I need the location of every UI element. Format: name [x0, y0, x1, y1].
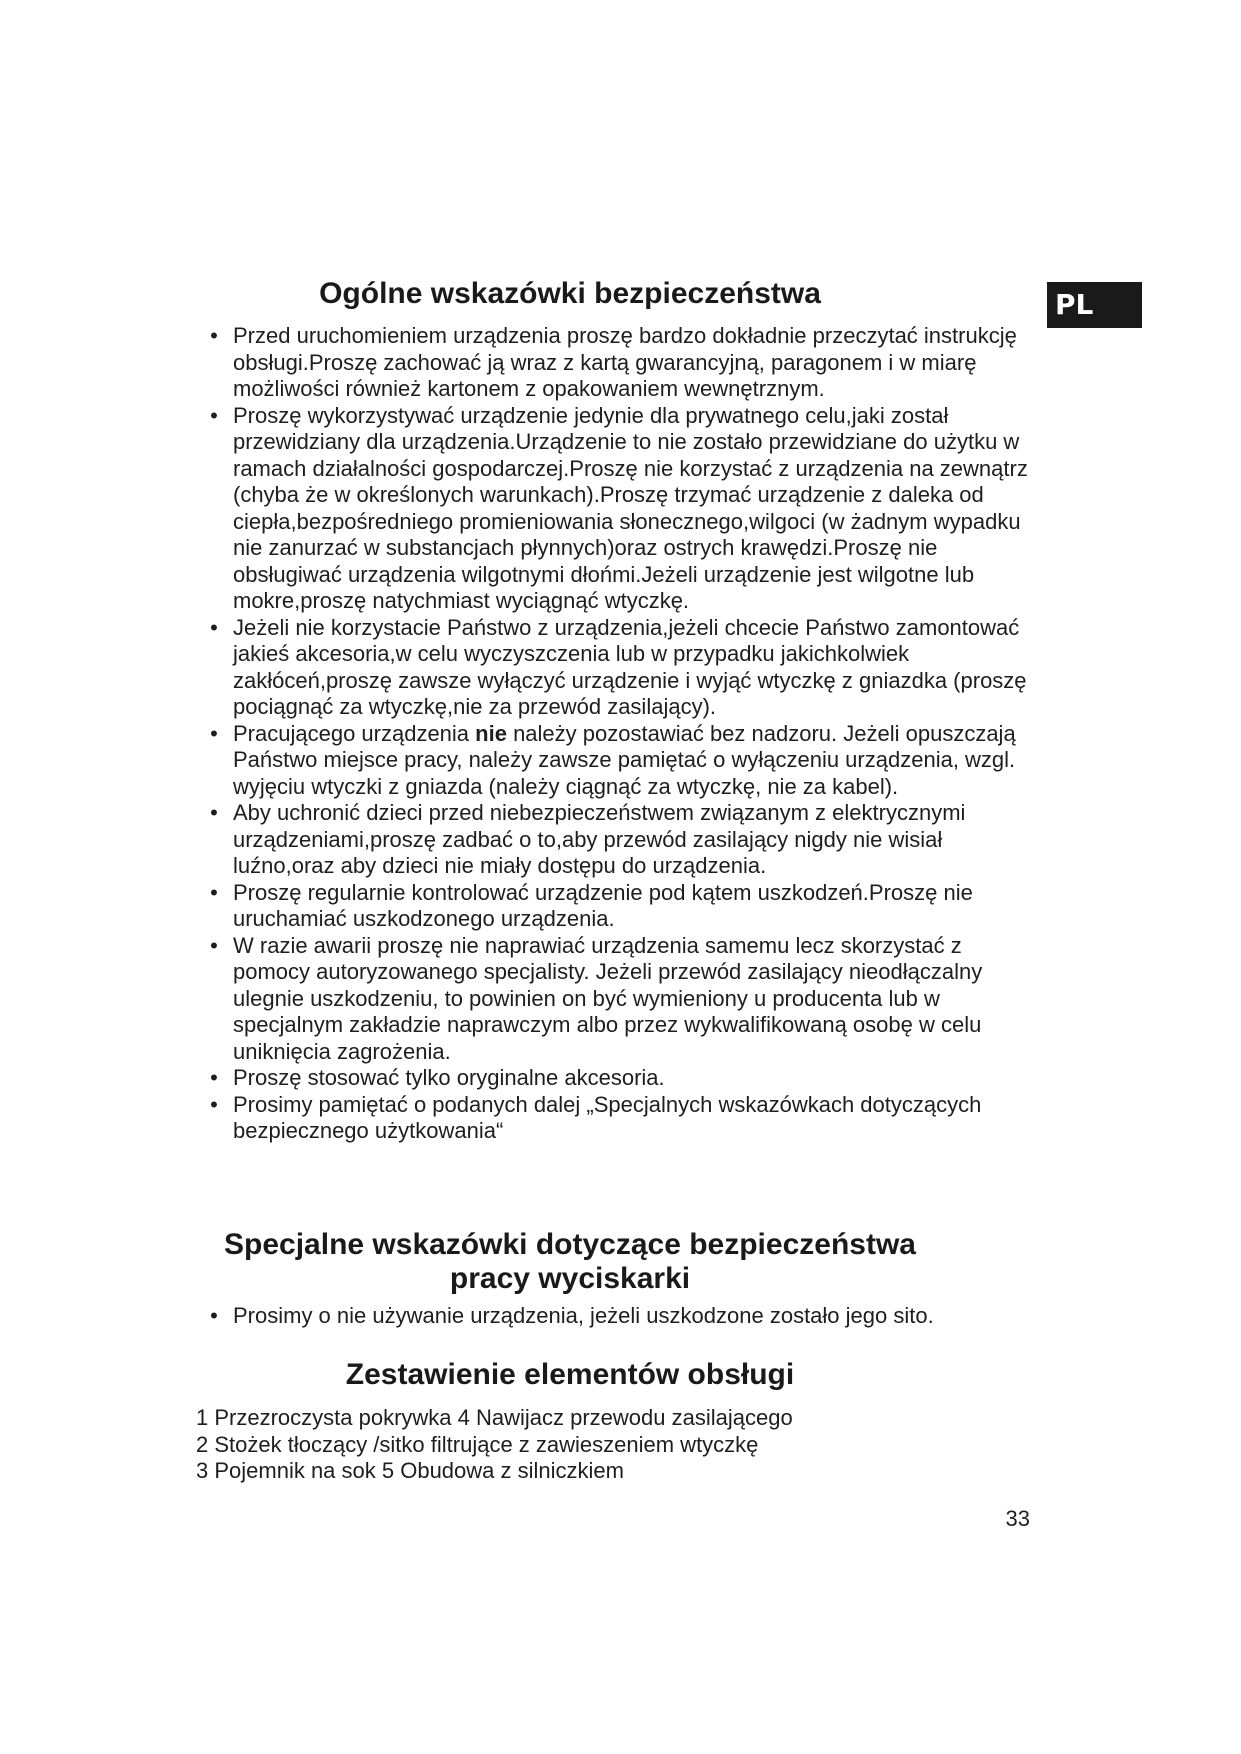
controls-parts-list	[196, 1405, 793, 1485]
list-item	[190, 721, 1040, 801]
page-number: 33	[1005, 1506, 1030, 1531]
list-item-text: Pracującego urządzenia	[233, 720, 476, 746]
parts-line: 1 Przezroczysta pokrywka 4 Nawijacz przewodu zasilającego	[196, 1405, 793, 1430]
language-tab: PL	[1047, 282, 1142, 328]
controls-overview-title: Zestawienie elementów obsługi	[345, 1358, 795, 1391]
list-item: • Prosimy pamiętać o podanych dalej „Specjalnych wskazówkach dotyczących bezpiecznego użytkowania“	[190, 1092, 1040, 1145]
general-safety-list	[190, 323, 1040, 1145]
general-safety-title: Ogólne wskazówki bezpieczeństwa	[319, 277, 821, 310]
list-item: • Proszę regularnie kontrolować urządzenie pod kątem uszkodzeń.Proszę nie uruchamiać uszkodzonego urządzenia.	[190, 880, 1040, 933]
list-item: • Przed uruchomieniem urządzenia proszę bardzo dokładnie przeczytać instrukcję obsługi.Proszę zachować ją wraz z kartą gwarancyjną, paragonem i w miarę możliwości również kartonem z opakowaniem wewnętrznym.	[190, 323, 1040, 403]
list-item: • Proszę wykorzystywać urządzenie jedynie dla prywatnego celu,jaki został przewidziany dla urządzenia.Urządzenie to nie zostało przewidziane do użytku w ramach działalności gospodarczej.Proszę nie korzystać z urządzenia na zewnątrz (chyba że w określonych warunkach).Proszę trzymać urządzenie z daleka od ciepła,bezpośredniego promieniowania słonecznego,wilgoci (w żadnym wypadku nie zanurzać w substancjach płynnych)oraz ostrych krawędzi.Proszę nie obsługiwać urządzenia wilgotnymi dłońmi.Jeżeli urządzenie jest wilgotne lub mokre,proszę natychmiast wyciągnąć wtyczkę.	[190, 403, 1040, 615]
list-item-text: należy pozostawiać bez nadzoru. Jeżeli opuszczają Państwo miejsce pracy, należy zawsze pamiętać o wyłączeniu urządzenia, wzgl. wyjęciu wtyczki z gniazda (należy ciągnąć za wtyczkę, nie za kabel).	[233, 720, 1016, 799]
emphasis-text: nie	[475, 720, 507, 746]
list-item: • Jeżeli nie korzystacie Państwo z urządzenia,jeżeli chcecie Państwo zamontować jakieś akcesoria,w celu wyczyszczenia lub w przypadku jakichkolwiek zakłóceń,proszę zawsze wyłączyć urządzenie i wyjąć wtyczkę z gniazdka (proszę pociągnąć za wtyczkę,nie za przewód zasilający).	[190, 615, 1040, 721]
list-item: • Prosimy o nie używanie urządzenia, jeżeli uszkodzone zostało jego sito.	[190, 1303, 1040, 1330]
list-item: • Proszę stosować tylko oryginalne akcesoria.	[190, 1065, 1040, 1092]
parts-line: 3 Pojemnik na sok 5 Obudowa z silniczkiem	[196, 1458, 624, 1483]
list-item: • W razie awarii proszę nie naprawiać urządzenia samemu lecz skorzystać z pomocy autoryzowanego specjalisty. Jeżeli przewód zasilający nieodłączalny ulegnie uszkodzeniu, to powinien on być wymieniony u producenta lub w specjalnym zakładzie naprawczym albo przez wykwalifikowaną osobę w celu uniknięcia zagrożenia.	[190, 933, 1040, 1066]
list-item: • Aby uchronić dzieci przed niebezpieczeństwem związanym z elektrycznymi urządzeniami,proszę zadbać o to,aby przewód zasilający nigdy nie wisiał luźno,oraz aby dzieci nie miały dostępu do urządzenia.	[190, 800, 1040, 880]
special-safety-list	[190, 1303, 1040, 1330]
parts-line: 2 Stożek tłoczący /sitko filtrujące z zawieszeniem wtyczkę	[196, 1431, 759, 1457]
special-safety-title: Specjalne wskazówki dotyczące bezpieczeństwa pracy wyciskarki	[224, 1228, 916, 1295]
